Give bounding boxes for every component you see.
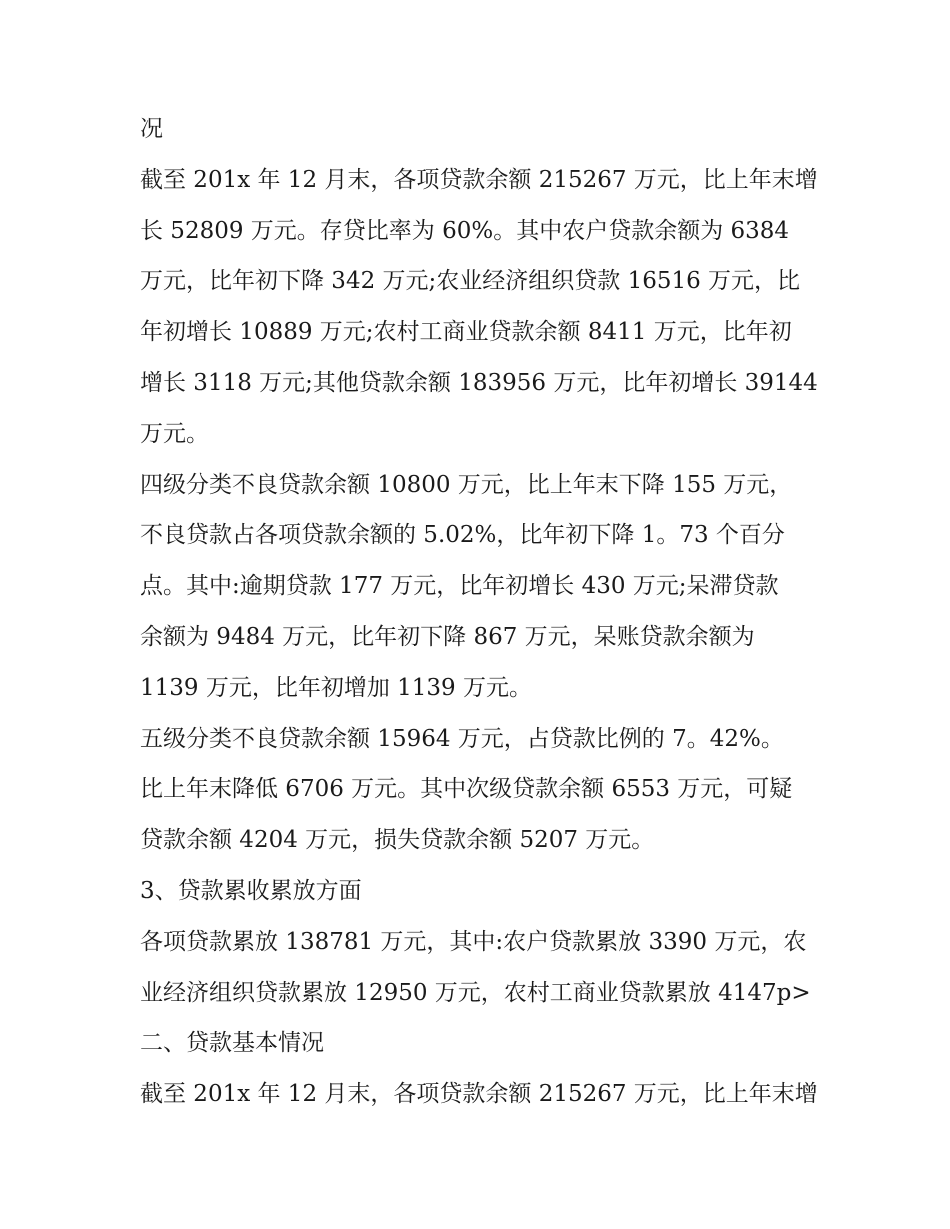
text-line: 不良贷款占各项贷款余额的 5.02%，比年初下降 1。73 个百分 [140,522,785,549]
text-line: 业经济组织贷款累放 12950 万元，农村工商业贷款累放 4147p> [140,979,811,1006]
text-line: 增长 3118 万元;其他贷款余额 183956 万元，比年初增长 39144 [140,369,818,396]
text-line: 万元，比年初下降 342 万元;农业经济组织贷款 16516 万元，比 [140,268,801,295]
text-line: 1139 万元，比年初增加 1139 万元。 [140,674,532,701]
text-line: 况 [140,116,163,142]
section-heading: 3、贷款累收累放方面 [140,877,362,904]
text-line: 截至 201x 年 12 月末，各项贷款余额 215267 万元，比上年末增 [140,166,818,193]
text-line: 五级分类不良贷款余额 15964 万元，占贷款比例的 7。42%。 [140,725,784,752]
text-line: 点。其中:逾期贷款 177 万元，比年初增长 430 万元;呆滞贷款 [140,573,779,600]
text-line: 比上年末降低 6706 万元。其中次级贷款余额 6553 万元，可疑 [140,776,793,803]
text-line: 万元。 [140,420,209,447]
text-line: 贷款余额 4204 万元，损失贷款余额 5207 万元。 [140,827,655,854]
text-line: 余额为 9484 万元，比年初下降 867 万元，呆账贷款余额为 [140,623,755,650]
text-line: 四级分类不良贷款余额 10800 万元，比上年末下降 155 万元， [140,471,793,498]
text-line: 长 52809 万元。存贷比率为 60%。其中农户贷款余额为 6384 [140,217,790,244]
text-line: 年初增长 10889 万元;农村工商业贷款余额 8411 万元，比年初 [140,319,792,346]
document-body [140,104,820,1120]
text-line: 截至 201x 年 12 月末，各项贷款余额 215267 万元，比上年末增 [140,1081,818,1108]
section-heading: 二、贷款基本情况 [140,1030,324,1057]
text-line: 各项贷款累放 138781 万元，其中:农户贷款累放 3390 万元，农 [140,928,807,955]
